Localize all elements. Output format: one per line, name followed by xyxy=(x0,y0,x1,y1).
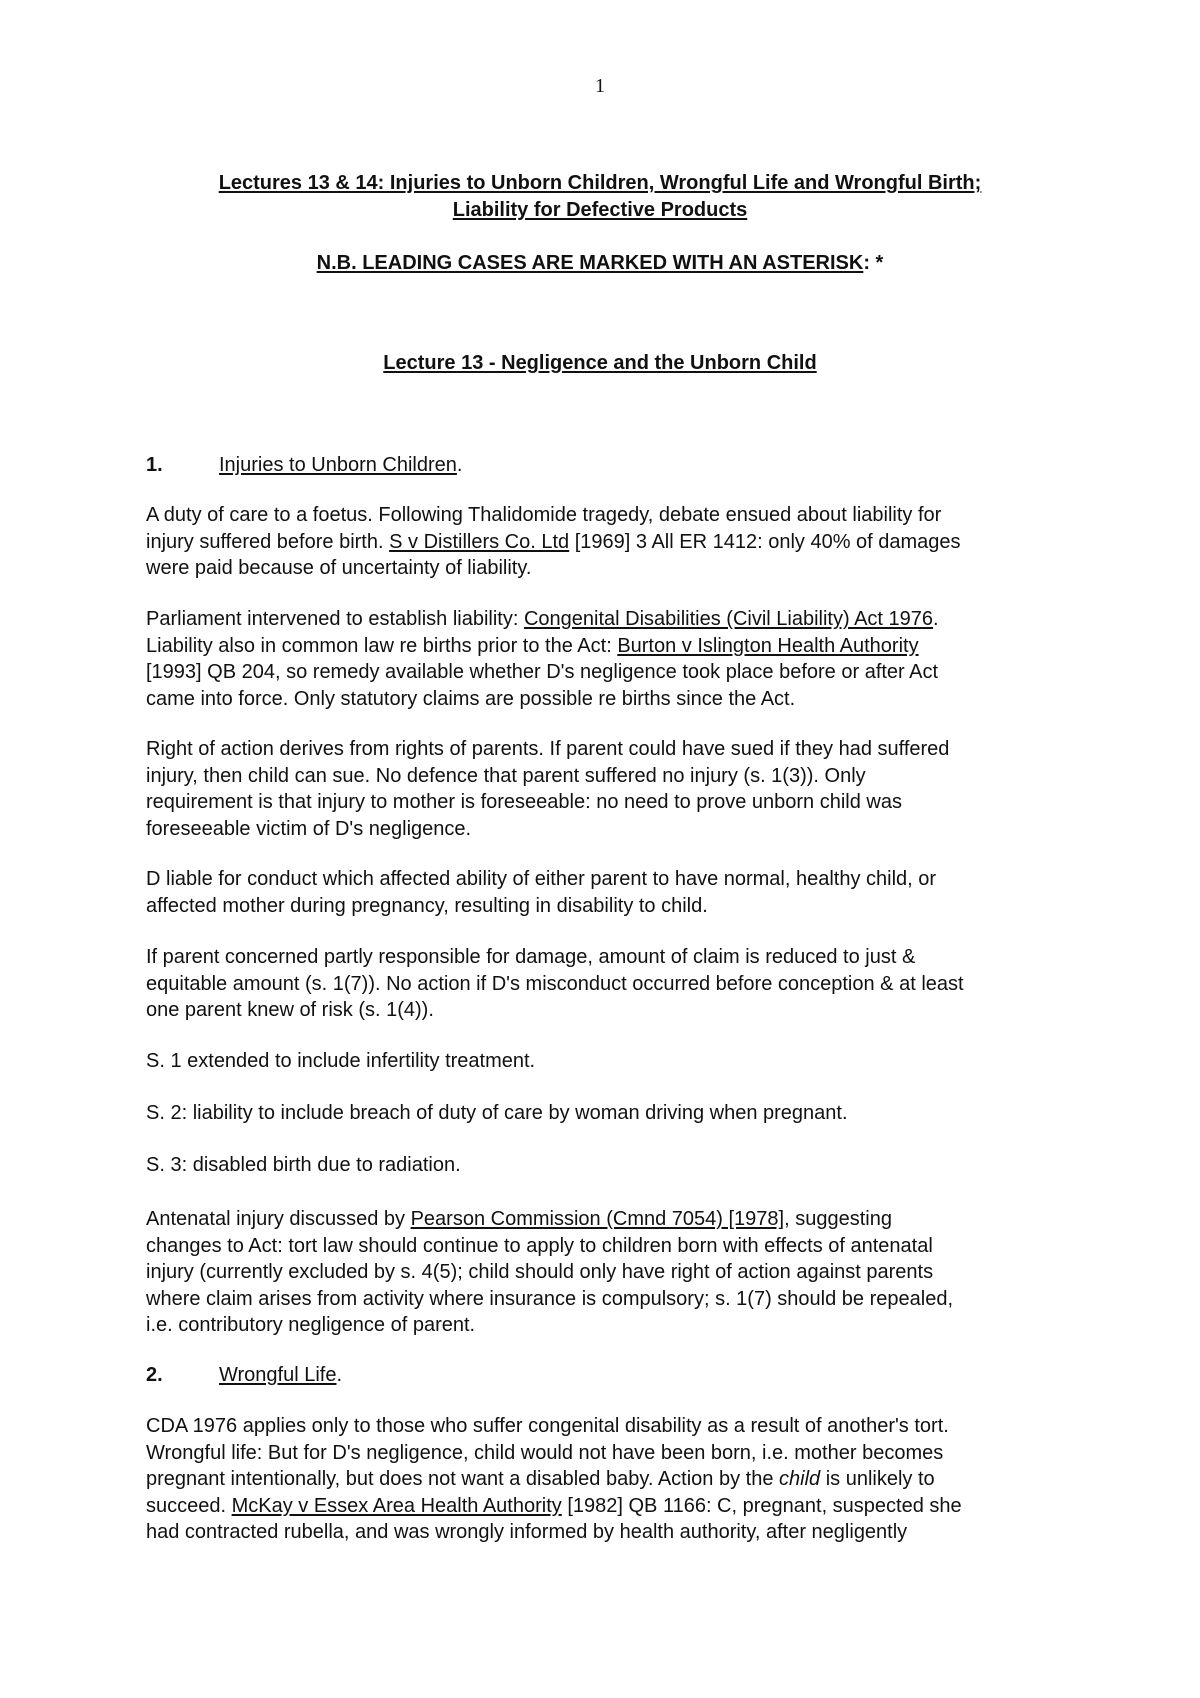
text-line: S. 2: liability to include breach of duty of care by woman driving when pregnant. xyxy=(146,1102,848,1124)
text-line: injury, then child can sue. No defence that parent suffered no injury (s. 1(3)). Only xyxy=(146,764,866,787)
text-line xyxy=(146,606,1066,633)
paragraph-parliament xyxy=(146,606,1066,712)
text-line: equitable amount (s. 1(7)). No action if D's misconduct occurred before conception & at least xyxy=(146,972,964,995)
text-run: pregnant intentionally, but does not want a disabled baby. Action by the xyxy=(146,1468,780,1490)
text-line: had contracted rubella, and was wrongly informed by health authority, after negligently xyxy=(146,1521,908,1543)
text-line: injury (currently excluded by s. 4(5); child should only have right of action against parents xyxy=(146,1261,934,1283)
text-line xyxy=(146,633,1066,660)
text-line: requirement is that injury to mother is foreseeable: no need to prove unborn child was xyxy=(146,791,902,813)
page-number: 1 xyxy=(595,75,605,97)
text-line: where claim arises from activity where insurance is compulsory; s. 1(7) should be repealed, xyxy=(146,1287,954,1310)
text-line: came into force. Only statutory claims are possible re births since the Act. xyxy=(146,687,796,710)
leading-cases-note-suffix: : * xyxy=(863,252,884,274)
text-line xyxy=(146,529,1066,556)
lecture-13-heading xyxy=(0,350,1200,377)
leading-cases-note-text: N.B. LEADING CASES ARE MARKED WITH AN ASTERISK xyxy=(316,252,864,274)
document-title-line-2 xyxy=(0,197,1200,224)
statute-name: Congenital Disabilities (Civil Liability) Act 1976 xyxy=(523,608,934,630)
text-run: Parliament intervened to establish liability: xyxy=(146,608,524,630)
paragraph-antenatal-injury xyxy=(146,1206,1066,1339)
paragraph-section-3 xyxy=(146,1152,1066,1179)
text-line: CDA 1976 applies only to those who suffer congenital disability as a result of another's tort. xyxy=(146,1415,949,1437)
case-name: McKay v Essex Area Health Authority xyxy=(231,1494,562,1517)
document-title-line-1 xyxy=(0,170,1200,197)
text-line xyxy=(146,1466,1066,1493)
lecture-13-heading-text: Lecture 13 - Negligence and the Unborn Child xyxy=(383,352,817,374)
paragraph-right-of-action xyxy=(146,736,1066,842)
paragraph-duty-of-care xyxy=(146,502,1066,582)
paragraph-parent-responsible xyxy=(146,944,1066,1024)
text-line: foreseeable victim of D's negligence. xyxy=(146,817,472,840)
text-run: [1969] 3 All ER 1412: only 40% of damages xyxy=(569,530,961,553)
text-line: If parent concerned partly responsible for damage, amount of claim is reduced to just & xyxy=(146,946,916,968)
section-heading-wrongful-life xyxy=(146,1362,1066,1389)
text-run: succeed. xyxy=(146,1494,232,1517)
leading-cases-note xyxy=(0,250,1200,277)
title-line-1-text: Lectures 13 & 14: Injuries to Unborn Children, Wrongful Life and Wrongful Birth; xyxy=(218,172,982,194)
section-title-suffix: . xyxy=(336,1364,343,1386)
section-title-suffix: . xyxy=(456,454,463,476)
text-line: changes to Act: tort law should continue to apply to children born with effects of antenatal xyxy=(146,1234,933,1257)
text-run: is unlikely to xyxy=(820,1468,935,1490)
paragraph-d-liable xyxy=(146,866,1066,919)
text-line: one parent knew of risk (s. 1(4)). xyxy=(146,999,434,1021)
case-name: S v Distillers Co. Ltd xyxy=(389,530,570,553)
emphasis-child: child xyxy=(779,1468,821,1490)
title-line-2-text: Liability for Defective Products xyxy=(452,199,748,221)
text-run: , suggesting xyxy=(784,1208,892,1230)
text-run: Antenatal injury discussed by xyxy=(146,1208,411,1230)
paragraph-section-1 xyxy=(146,1048,1066,1075)
section-heading-injuries xyxy=(146,452,1066,479)
text-line: [1993] QB 204, so remedy available whether D's negligence took place before or after Act xyxy=(146,661,939,683)
text-line: affected mother during pregnancy, resulting in disability to child. xyxy=(146,894,708,917)
text-line: D liable for conduct which affected ability of either parent to have normal, healthy child, or xyxy=(146,868,937,890)
text-line xyxy=(146,1493,1066,1520)
case-name: Burton v Islington Health Authority xyxy=(617,634,919,657)
text-line: were paid because of uncertainty of liability. xyxy=(146,557,532,579)
section-number: 1. xyxy=(146,454,163,476)
text-line: S. 3: disabled birth due to radiation. xyxy=(146,1154,461,1176)
paragraph-cda-1976 xyxy=(146,1413,1066,1546)
text-line: S. 1 extended to include infertility treatment. xyxy=(146,1050,536,1072)
text-run: [1982] QB 1166: C, pregnant, suspected she xyxy=(561,1494,962,1517)
paragraph-section-2 xyxy=(146,1100,1066,1127)
text-line xyxy=(146,1206,1066,1233)
text-line: Right of action derives from rights of parents. If parent could have sued if they had suffered xyxy=(146,738,950,760)
section-title: Injuries to Unborn Children xyxy=(219,454,457,476)
text-run: injury suffered before birth. xyxy=(146,530,390,553)
text-line: A duty of care to a foetus. Following Thalidomide tragedy, debate ensued about liability for xyxy=(146,504,942,526)
text-line: i.e. contributory negligence of parent. xyxy=(146,1314,476,1336)
text-run: Liability also in common law re births prior to the Act: xyxy=(146,634,618,657)
section-number: 2. xyxy=(146,1364,163,1386)
section-title: Wrongful Life xyxy=(219,1364,337,1386)
text-run: . xyxy=(933,608,939,630)
text-line: Wrongful life: But for D's negligence, child would not have been born, i.e. mother becomes xyxy=(146,1441,944,1464)
report-reference: Pearson Commission (Cmnd 7054) [1978] xyxy=(410,1208,785,1230)
